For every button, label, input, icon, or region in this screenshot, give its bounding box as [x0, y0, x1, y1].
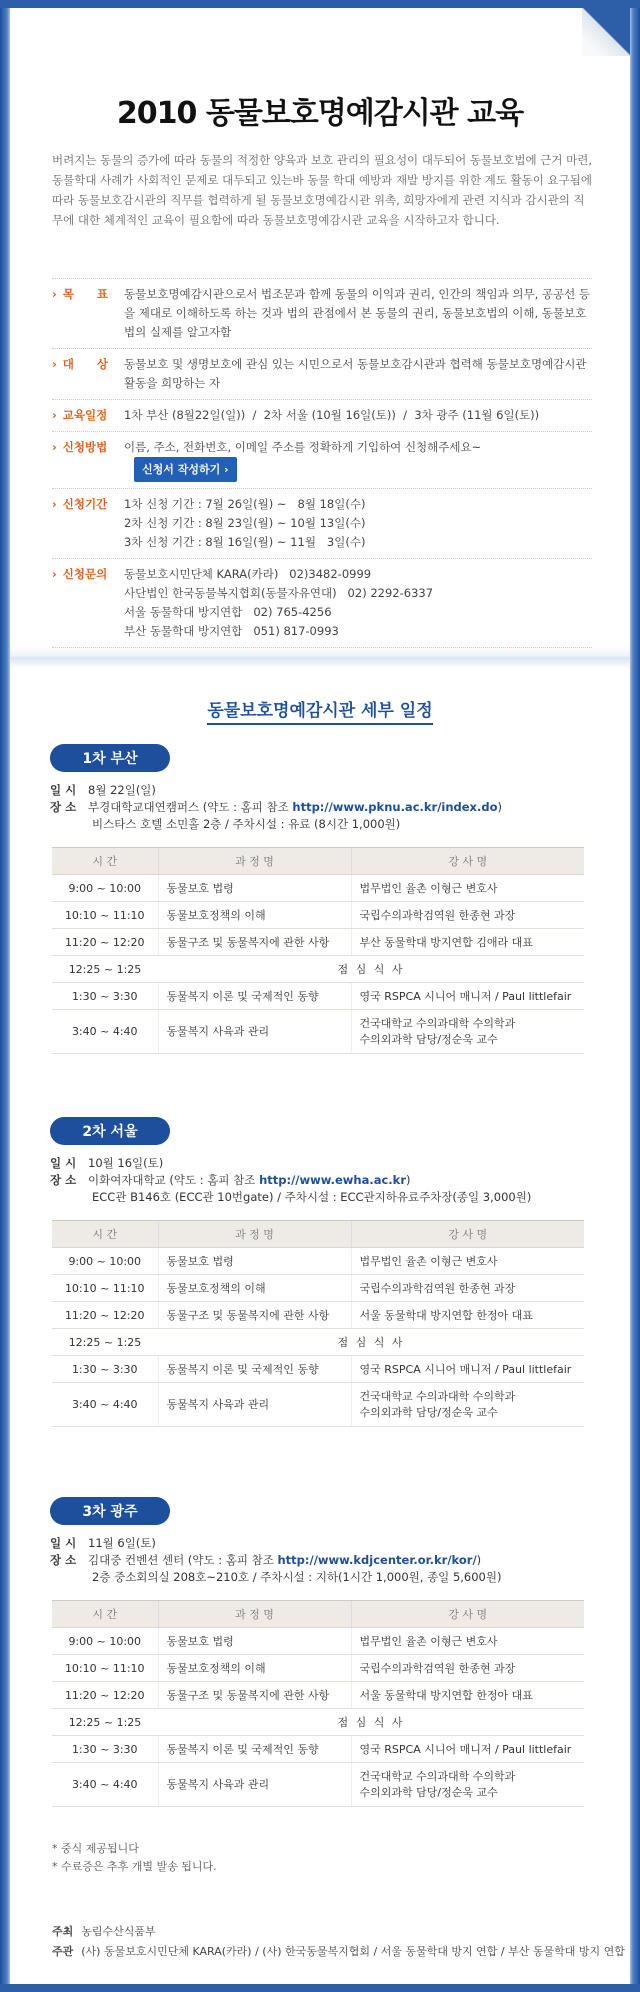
page-title: 2010 동물보호명예감시관 교육 [116, 96, 524, 131]
info-row-method: › 신청방법 이름, 주소, 전화번호, 이메일 주소를 정확하게 기입하여 신청해주세요~신청서 작성하기 › [52, 432, 592, 489]
course-cell: 동물보호 법령 [158, 875, 351, 902]
place-text: 김대중 컨벤션 센터 (약도 : 홈피 참조 [88, 1553, 278, 1567]
column-header: 강 사 명 [351, 848, 584, 875]
column-header: 강 사 명 [351, 1221, 584, 1248]
time-cell: 9:00 ~ 10:00 [52, 875, 158, 902]
lecturer-cell: 영국 RSPCA 시니어 매니저 / Paul littlefair [351, 983, 584, 1010]
time-cell: 1:30 ~ 3:30 [52, 983, 158, 1010]
host-text: 농림수산식품부 [81, 1925, 156, 1938]
column-header: 시 간 [52, 1221, 158, 1248]
column-header: 과 정 명 [158, 848, 351, 875]
course-cell: 동물복지 이론 및 국제적인 동향 [158, 983, 351, 1010]
course-cell: 동물보호정책의 이해 [158, 902, 351, 929]
table-row [52, 929, 584, 956]
period-line: 2차 신청 기간 : 8월 23일(월) ~ 10월 13일(수) [124, 516, 366, 530]
table-row [52, 1329, 584, 1356]
table-row [52, 1302, 584, 1329]
table-row [52, 1682, 584, 1709]
time-cell: 11:20 ~ 12:20 [52, 1302, 158, 1329]
time-cell: 11:20 ~ 12:20 [52, 1682, 158, 1709]
time-cell: 9:00 ~ 10:00 [52, 1248, 158, 1275]
lecturer-cell: 영국 RSPCA 시니어 매니저 / Paul littlefair [351, 1736, 584, 1763]
table-row [52, 1709, 584, 1736]
lecturer-cell: 국립수의과학검역원 한종현 과장 [351, 1275, 584, 1302]
session-meta: 일 시 11월 6일(토) 장 소 김대중 컨벤션 센터 (약도 : 홈피 참조 http://www.kdjcenter.or.kr/kor/) 2층 중소회의실 208호~210호 / 주차시설 : 지하(1시간 1,000원, 종일 5,600원) [50, 1535, 590, 1586]
lecturer-cell: 국립수의과학검역원 한종현 과장 [351, 902, 584, 929]
method-text: 이름, 주소, 전화번호, 이메일 주소를 정확하게 기입하여 신청해주세요~ [124, 440, 482, 454]
course-cell: 동물복지 사육과 관리 [158, 1763, 351, 1807]
lunch-cell: 점 심 식 사 [158, 956, 584, 983]
schedule-table [52, 1600, 584, 1807]
time-cell: 1:30 ~ 3:30 [52, 1736, 158, 1763]
venue-link[interactable]: http://www.pknu.ac.kr/index.do [292, 800, 498, 814]
time-cell: 12:25 ~ 1:25 [52, 956, 158, 983]
contact-line: 동물보호시민단체 KARA(카라) 02)3482-0999 [124, 567, 372, 581]
dates-text: 1차 부산 (8월22일(일)) / 2차 서울 (10월 16일(토)) / 3차 광주 (11월 6일(토)) [124, 408, 540, 422]
table-row [52, 1628, 584, 1655]
chevron-right-icon: › [52, 497, 57, 511]
table-row [52, 902, 584, 929]
date-label: 일 시 [50, 1536, 77, 1550]
chevron-right-icon: › [52, 357, 57, 371]
intro-paragraph: 버려지는 동물의 증가에 따라 동물의 적정한 양육과 보호 관리의 필요성이 대두되어 동물보호법에 근거 마련, 동물학대 사례가 사회적인 문제로 대두되고 있는바 동물 학대 예방과 재발 방지를 위한 계도 활동이 요구됨에 따라 동물보호감시관의 직무를 협력하게 될 동물보호명예감시관 위촉, 희망자에게 관련 지식과 감시관의 직무에 대한 체계적인 교육이 필요함에 따라 동물보호명예감시관 교육을 시작하고자 합니다. [52, 153, 592, 227]
time-cell: 10:10 ~ 11:10 [52, 1655, 158, 1682]
venue-link[interactable]: http://www.kdjcenter.or.kr/kor/ [277, 1553, 477, 1567]
table-row [52, 1763, 584, 1807]
time-cell: 3:40 ~ 4:40 [52, 1383, 158, 1427]
course-cell: 동물구조 및 동물복지에 관한 사항 [158, 929, 351, 956]
session-meta: 일 시 10월 16일(토) 장 소 이화여자대학교 (약도 : 홈피 참조 http://www.ewha.ac.kr) ECC관 B146호 (ECC관 10번gate) / 주차시설 : ECC관지하유료주차장(종일 3,000원) [50, 1155, 590, 1206]
course-cell: 동물구조 및 동물복지에 관한 사항 [158, 1302, 351, 1329]
date-label: 일 시 [50, 783, 77, 797]
session-date: 11월 6일(토) [88, 1536, 156, 1550]
place-detail: ECC관 B146호 (ECC관 10번gate) / 주차시설 : ECC관지하유료주차장(종일 3,000원) [92, 1190, 532, 1204]
course-cell: 동물복지 이론 및 국제적인 동향 [158, 1356, 351, 1383]
chevron-right-icon: › [52, 440, 57, 454]
period-line: 3차 신청 기간 : 8월 16일(월) ~ 11월 3일(수) [124, 535, 366, 549]
lunch-cell: 점 심 식 사 [158, 1329, 584, 1356]
chevron-right-icon: › [52, 287, 57, 301]
table-row [52, 1383, 584, 1427]
info-row-target: › 대 상 동물보호 및 생명보호에 관심 있는 시민으로서 동물보호감시관과 협력해 동물보호명예감시관 활동을 희망하는 자 [52, 349, 592, 400]
info-row-contact: › 신청문의 동물보호시민단체 KARA(카라) 02)3482-0999 사단법인 한국동물복지협회(동물자유연대) 02) 2292-6337 서울 동물학대 방지연합 02) 765-4256 부산 동물학대 방지연합 051) 817-0993 [52, 559, 592, 648]
page-curl-decoration [582, 8, 630, 56]
lecturer-cell: 법무법인 율촌 이형근 변호사 [351, 1628, 584, 1655]
place-label: 장 소 [50, 800, 77, 814]
date-label: 일 시 [50, 1156, 77, 1170]
lecturer-cell: 서울 동물학대 방지연합 한정아 대표 [351, 1302, 584, 1329]
course-cell: 동물보호정책의 이해 [158, 1655, 351, 1682]
session-badge: 2차 서울 [50, 1117, 170, 1145]
host-label: 주최 [52, 1925, 74, 1938]
info-row-period: › 신청기간 1차 신청 기간 : 7월 26일(월) ~ 8월 18일(수) 2차 신청 기간 : 8월 23일(월) ~ 10월 13일(수) 3차 신청 기간 : 8월 16일(월) ~ 11월 3일(수) [52, 489, 592, 559]
column-header: 시 간 [52, 1601, 158, 1628]
course-cell: 동물보호 법령 [158, 1248, 351, 1275]
lecturer-cell: 건국대학교 수의과대학 수의학과 수의외과학 담당/정순욱 교수 [351, 1763, 584, 1807]
session-meta: 일 시 8월 22일(일) 장 소 부경대학교대연캠퍼스 (약도 : 홈피 참조 http://www.pknu.ac.kr/index.do) 비스타스 호텔 소민홀 2층 / 주차시설 : 유료 (8시간 1,000원) [50, 782, 590, 833]
lunch-cell: 점 심 식 사 [158, 1709, 584, 1736]
course-cell: 동물복지 사육과 관리 [158, 1383, 351, 1427]
lecturer-cell: 영국 RSPCA 시니어 매니저 / Paul littlefair [351, 1356, 584, 1383]
table-row [52, 875, 584, 902]
contact-line: 서울 동물학대 방지연합 02) 765-4256 [124, 605, 332, 619]
session-badge: 1차 부산 [50, 744, 170, 772]
lecturer-cell: 법무법인 율촌 이형근 변호사 [351, 875, 584, 902]
goal-text: 동물보호명예감시관으로서 법조문과 함께 동물의 이익과 권리, 인간의 책임과 의무, 공공선 등을 제대로 이해하도록 하는 것과 법의 관점에서 본 동물의 권리, 동물보호법의 이해, 동물보호법의 실제를 알고자함 [124, 287, 591, 339]
lecturer-cell: 국립수의과학검역원 한종현 과장 [351, 1655, 584, 1682]
table-row [52, 956, 584, 983]
note-line: * 중식 제공됩니다 [52, 1842, 139, 1855]
footer [52, 1922, 625, 1962]
place-detail: 2층 중소회의실 208호~210호 / 주차시설 : 지하(1시간 1,000원, 종일 5,600원) [92, 1570, 502, 1584]
target-text: 동물보호 및 생명보호에 관심 있는 시민으로서 동물보호감시관과 협력해 동물보호명예감시관 활동을 희망하는 자 [124, 357, 587, 390]
schedule-table [52, 1220, 584, 1427]
info-row-dates: › 교육일정 1차 부산 (8월22일(일)) / 2차 서울 (10월 16일(토)) / 3차 광주 (11월 6일(토)) [52, 400, 592, 432]
venue-link[interactable]: http://www.ewha.ac.kr [259, 1173, 406, 1187]
table-row [52, 1248, 584, 1275]
place-text: 이화여자대학교 (약도 : 홈피 참조 [88, 1173, 260, 1187]
place-text: 부경대학교대연캠퍼스 (약도 : 홈피 참조 [88, 800, 293, 814]
column-header: 강 사 명 [351, 1601, 584, 1628]
apply-button[interactable]: 신청서 작성하기 › [134, 457, 237, 482]
info-row-goal: › 목 표 동물보호명예감시관으로서 법조문과 함께 동물의 이익과 권리, 인간의 책임과 의무, 공공선 등을 제대로 이해하도록 하는 것과 법의 관점에서 본 동물의 권리, 동물보호법의 이해, 동물보호법의 실제를 알고자함 [52, 278, 592, 349]
time-cell: 12:25 ~ 1:25 [52, 1709, 158, 1736]
time-cell: 10:10 ~ 11:10 [52, 902, 158, 929]
schedule-section [50, 744, 590, 1054]
time-cell: 10:10 ~ 11:10 [52, 1275, 158, 1302]
lecturer-cell: 건국대학교 수의과대학 수의학과 수의외과학 담당/정순욱 교수 [351, 1010, 584, 1054]
chevron-right-icon: › [52, 408, 57, 422]
info-table [52, 278, 592, 648]
time-cell: 3:40 ~ 4:40 [52, 1010, 158, 1054]
table-row [52, 1655, 584, 1682]
schedule-title: 동물보호명예감시관 세부 일정 [0, 696, 640, 721]
time-cell: 11:20 ~ 12:20 [52, 929, 158, 956]
course-cell: 동물보호정책의 이해 [158, 1275, 351, 1302]
time-cell: 1:30 ~ 3:30 [52, 1356, 158, 1383]
lecturer-cell: 부산 동물학대 방지연합 김애라 대표 [351, 929, 584, 956]
table-row [52, 1736, 584, 1763]
column-header: 과 정 명 [158, 1601, 351, 1628]
lecturer-cell: 건국대학교 수의과대학 수의학과 수의외과학 담당/정순욱 교수 [351, 1383, 584, 1427]
organizer-label: 주관 [52, 1945, 74, 1958]
course-cell: 동물복지 사육과 관리 [158, 1010, 351, 1054]
lecturer-cell: 법무법인 율촌 이형근 변호사 [351, 1248, 584, 1275]
time-cell: 12:25 ~ 1:25 [52, 1329, 158, 1356]
table-row [52, 1356, 584, 1383]
session-date: 8월 22일(일) [88, 783, 156, 797]
contact-line: 사단법인 한국동물복지협회(동물자유연대) 02) 2292-6337 [124, 586, 434, 600]
column-header: 과 정 명 [158, 1221, 351, 1248]
schedule-table [52, 847, 584, 1054]
notes [52, 1840, 217, 1876]
place-label: 장 소 [50, 1173, 77, 1187]
place-label: 장 소 [50, 1553, 77, 1567]
chevron-right-icon: › [52, 567, 57, 581]
schedule-section [50, 1117, 590, 1427]
torn-paper-divider [10, 646, 630, 668]
session-badge: 3차 광주 [50, 1497, 170, 1525]
lecturer-cell: 서울 동물학대 방지연합 한정아 대표 [351, 1682, 584, 1709]
session-date: 10월 16일(토) [88, 1156, 164, 1170]
schedule-section [50, 1497, 590, 1807]
table-row [52, 1010, 584, 1054]
course-cell: 동물복지 이론 및 국제적인 동향 [158, 1736, 351, 1763]
time-cell: 9:00 ~ 10:00 [52, 1628, 158, 1655]
course-cell: 동물구조 및 동물복지에 관한 사항 [158, 1682, 351, 1709]
period-line: 1차 신청 기간 : 7월 26일(월) ~ 8월 18일(수) [124, 497, 366, 511]
contact-line: 부산 동물학대 방지연합 051) 817-0993 [124, 624, 339, 638]
place-detail: 비스타스 호텔 소민홀 2층 / 주차시설 : 유료 (8시간 1,000원) [92, 817, 401, 831]
table-row [52, 1275, 584, 1302]
course-cell: 동물보호 법령 [158, 1628, 351, 1655]
column-header: 시 간 [52, 848, 158, 875]
table-row [52, 983, 584, 1010]
time-cell: 3:40 ~ 4:40 [52, 1763, 158, 1807]
organizer-text: (사) 동물보호시민단체 KARA(카라) / (사) 한국동물복지협회 / 서울 동물학대 방지 연합 / 부산 동물학대 방지 연합 [81, 1945, 625, 1958]
note-line: * 수료증은 추후 개별 발송 됩니다. [52, 1860, 217, 1873]
